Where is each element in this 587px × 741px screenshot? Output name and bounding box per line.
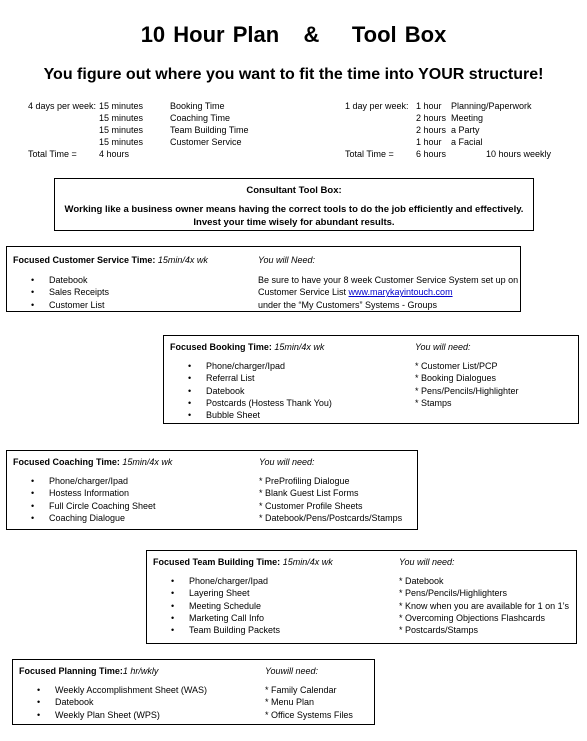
list-item: • Sales Receipts: [31, 286, 109, 298]
schedule-time: 1 hour: [416, 101, 442, 111]
schedule-task: Meeting: [451, 113, 484, 123]
need-line: * Office Systems Files: [265, 709, 353, 720]
list-item: • Team Building Packets: [171, 624, 280, 636]
coaching-box: [6, 450, 418, 530]
schedule-time: 15 minutes: [99, 101, 144, 111]
box-need-label: Youwill need:: [265, 666, 319, 676]
need-line: * Pens/Pencils/Highlighters: [399, 588, 508, 599]
box-title: Focused Booking Time:: [170, 342, 272, 352]
need-line: * Menu Plan: [265, 697, 315, 708]
customer-service-needs: [258, 274, 518, 311]
list-item: • Phone/charger/Ipad: [171, 575, 280, 587]
need-line: * Overcoming Objections Flashcards: [399, 612, 546, 623]
list-item: • Weekly Plan Sheet (WPS): [37, 709, 207, 721]
need-line: * Customer List/PCP: [415, 361, 498, 371]
box-title: Focused Planning Time:: [19, 666, 123, 676]
schedule-time: 2 hours: [416, 113, 447, 123]
team-building-needs: [399, 575, 569, 636]
list-item: • Datebook: [37, 696, 207, 708]
schedule-task: Coaching Time: [170, 113, 231, 123]
schedule-total-value: 6 hours: [416, 149, 447, 159]
coaching-header: [13, 457, 172, 467]
schedule-one-day-label: 1 day per week:: [345, 101, 409, 111]
list-item: • Weekly Accomplishment Sheet (WAS): [37, 684, 207, 696]
booking-items: [188, 360, 332, 421]
box-frequency: 15min/4x wk: [155, 255, 208, 265]
toolbox-line-1: Working like a business owner means having the correct tools to do the job efficiently and effectively.: [64, 204, 524, 215]
schedule-total-label: Total Time =: [28, 149, 77, 159]
schedule-task: a Party: [451, 125, 480, 135]
need-line: * Pens/Pencils/Highlighter: [415, 385, 519, 396]
planning-box: [12, 659, 375, 725]
schedule-time: 2 hours: [416, 125, 447, 135]
consultant-toolbox: [54, 178, 534, 231]
planning-header: [19, 666, 158, 676]
team-building-box: [146, 550, 577, 644]
toolbox-line-2: Invest your time wisely for abundant results.: [193, 217, 395, 228]
team-building-header: [153, 557, 333, 567]
list-item: • Referral List: [188, 372, 332, 384]
coaching-items: [31, 475, 156, 524]
schedule-time: 15 minutes: [99, 137, 144, 147]
schedule-task: Customer Service: [170, 137, 242, 147]
list-item: • Meeting Schedule: [171, 600, 280, 612]
box-title: Focused Coaching Time:: [13, 457, 120, 467]
list-item: • Phone/charger/Ipad: [188, 360, 332, 372]
box-frequency: 15min/4x wk: [119, 457, 173, 467]
marykay-link[interactable]: www.marykayintouch.com: [348, 287, 453, 298]
toolbox-heading: Consultant Tool Box:: [246, 185, 342, 196]
list-item: • Layering Sheet: [171, 587, 280, 599]
need-line: * Booking Dialogues: [415, 373, 497, 384]
box-need-label: You will need:: [415, 342, 471, 352]
need-line: * Datebook/Pens/Postcards/Stamps: [259, 512, 403, 523]
schedule-task: Team Building Time: [170, 125, 249, 135]
list-item: • Datebook: [188, 385, 332, 397]
booking-needs: [415, 360, 519, 409]
page-title: 10 Hour Plan & Tool Box: [140, 22, 447, 47]
schedule-weekly-total: 10 hours weekly: [486, 149, 552, 159]
customer-service-items: [31, 274, 109, 311]
need-line: Customer Service List www.marykayintouch.com: [258, 287, 453, 298]
need-line: * Datebook: [399, 576, 444, 586]
list-item: • Marketing Call Info: [171, 612, 280, 624]
box-title: Focused Customer Service Time:: [13, 255, 156, 265]
planning-needs: [265, 684, 353, 721]
list-item: • Datebook: [31, 274, 109, 286]
page-subtitle: You figure out where you want to fit the time into YOUR structure!: [43, 66, 544, 83]
need-line: * Customer Profile Sheets: [259, 500, 363, 511]
schedule-task: Planning/Paperwork: [451, 101, 532, 111]
schedule-four-days-label: 4 days per week:: [28, 101, 97, 111]
need-line: * Know when you are available for 1 on 1’s: [399, 600, 569, 611]
schedule-time: 15 minutes: [99, 125, 144, 135]
customer-service-header: [13, 255, 208, 265]
booking-box: [163, 335, 579, 424]
box-title: Focused Team Building Time:: [153, 557, 281, 567]
list-item: • Customer List: [31, 299, 109, 311]
need-line: * Postcards/Stamps: [399, 625, 479, 636]
schedule-total-label: Total Time =: [345, 149, 394, 159]
need-line: Be sure to have your 8 week Customer Service System set up on: [258, 275, 519, 285]
box-frequency: 1 hr/wkly: [122, 666, 159, 676]
list-item: • Full Circle Coaching Sheet: [31, 500, 156, 512]
box-need-label: You will Need:: [258, 255, 316, 265]
need-line: under the “My Customers” Systems - Groups: [258, 299, 438, 310]
box-need-label: You will need:: [259, 457, 315, 467]
team-building-items: [171, 575, 280, 636]
customer-service-box: [6, 246, 521, 312]
schedule-task: a Facial: [451, 137, 483, 147]
schedule-task: Booking Time: [170, 101, 225, 111]
box-frequency: 15min/4x wk: [280, 557, 333, 567]
list-item: • Postcards (Hostess Thank You): [188, 397, 332, 409]
need-line: * Family Calendar: [265, 685, 337, 695]
box-frequency: 15min/4x wk: [271, 342, 325, 352]
need-line: * Blank Guest List Forms: [259, 488, 359, 499]
planning-items: [37, 684, 207, 721]
schedule-total-value: 4 hours: [99, 149, 130, 159]
list-item: • Bubble Sheet: [188, 409, 332, 421]
need-line: * Stamps: [415, 397, 452, 408]
booking-header: [170, 342, 324, 352]
list-item: • Hostess Information: [31, 487, 156, 499]
list-item: • Phone/charger/Ipad: [31, 475, 156, 487]
list-item: • Coaching Dialogue: [31, 512, 156, 524]
schedule-time: 15 minutes: [99, 113, 144, 123]
box-need-label: You will need:: [399, 557, 455, 567]
schedule-time: 1 hour: [416, 137, 442, 147]
coaching-needs: [259, 475, 402, 524]
need-line: * PreProfiling Dialogue: [259, 476, 350, 486]
